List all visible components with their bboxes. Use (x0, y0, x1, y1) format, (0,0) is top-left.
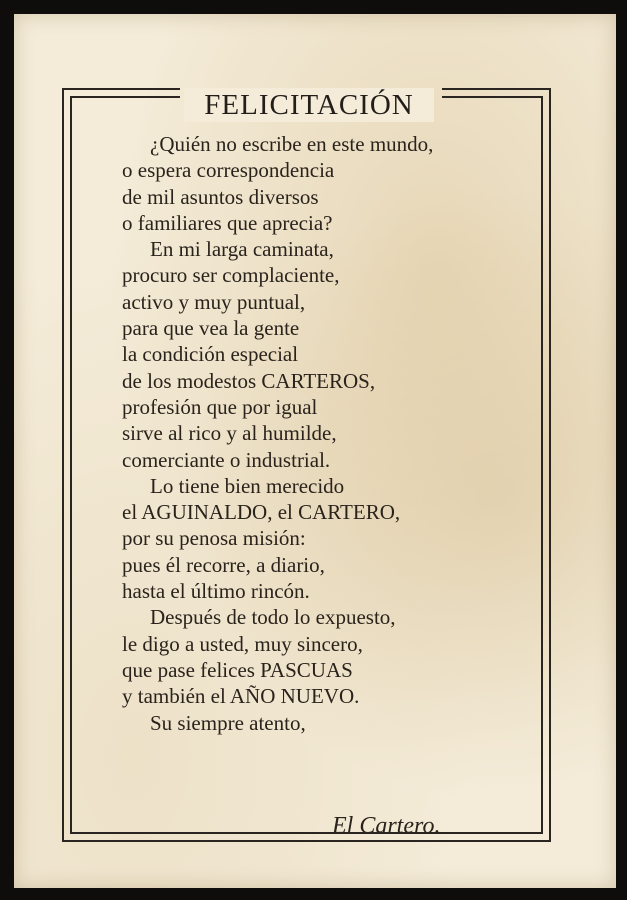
poem-line: o familiares que aprecia? (122, 210, 333, 235)
poem-line: sirve al rico y al humilde, (122, 421, 337, 446)
poem-line: el AGUINALDO, el CARTERO, (122, 500, 401, 525)
poem-line: Lo tiene bien merecido (150, 473, 345, 498)
card-title: FELICITACIÓN (184, 88, 434, 122)
poem-line: y también el AÑO NUEVO. (122, 684, 360, 709)
signature: El Cartero. (332, 813, 441, 839)
poem-line: profesión que por igual (122, 394, 318, 419)
poem-line: por su penosa misión: (122, 526, 306, 551)
border-top-right-inner (442, 96, 543, 98)
poem-line: activo y muy puntual, (122, 289, 306, 314)
poem-line: que pase felices PASCUAS (122, 657, 353, 682)
poem-line: En mi larga caminata, (150, 237, 334, 262)
poem-line: comerciante o industrial. (122, 447, 331, 472)
border-top-left-outer (62, 88, 180, 90)
poem-line: para que vea la gente (122, 316, 300, 341)
poem-line: o espera correspondencia (122, 158, 335, 183)
poem-line: procuro ser complaciente, (122, 263, 340, 288)
poem-line: de mil asuntos diversos (122, 184, 319, 209)
border-top-left-inner (70, 96, 180, 98)
poem-line: pues él recorre, a diario, (122, 552, 325, 577)
greeting-card (14, 14, 616, 888)
border-top-right-outer (442, 88, 551, 90)
border-left-inner (70, 96, 72, 834)
border-left-outer (62, 88, 64, 842)
border-bottom-outer (62, 840, 551, 842)
border-bottom-inner (70, 832, 543, 834)
poem-line: la condición especial (122, 342, 299, 367)
poem-line: le digo a usted, muy sincero, (122, 631, 363, 656)
border-right-outer (549, 88, 551, 842)
poem-line: hasta el último rincón. (122, 579, 310, 604)
poem-line: de los modestos CARTEROS, (122, 368, 376, 393)
poem-line: ¿Quién no escribe en este mundo, (150, 132, 434, 156)
poem-body (122, 131, 542, 736)
poem-line: Después de todo lo expuesto, (150, 605, 396, 630)
poem-line: Su siempre atento, (150, 710, 306, 735)
